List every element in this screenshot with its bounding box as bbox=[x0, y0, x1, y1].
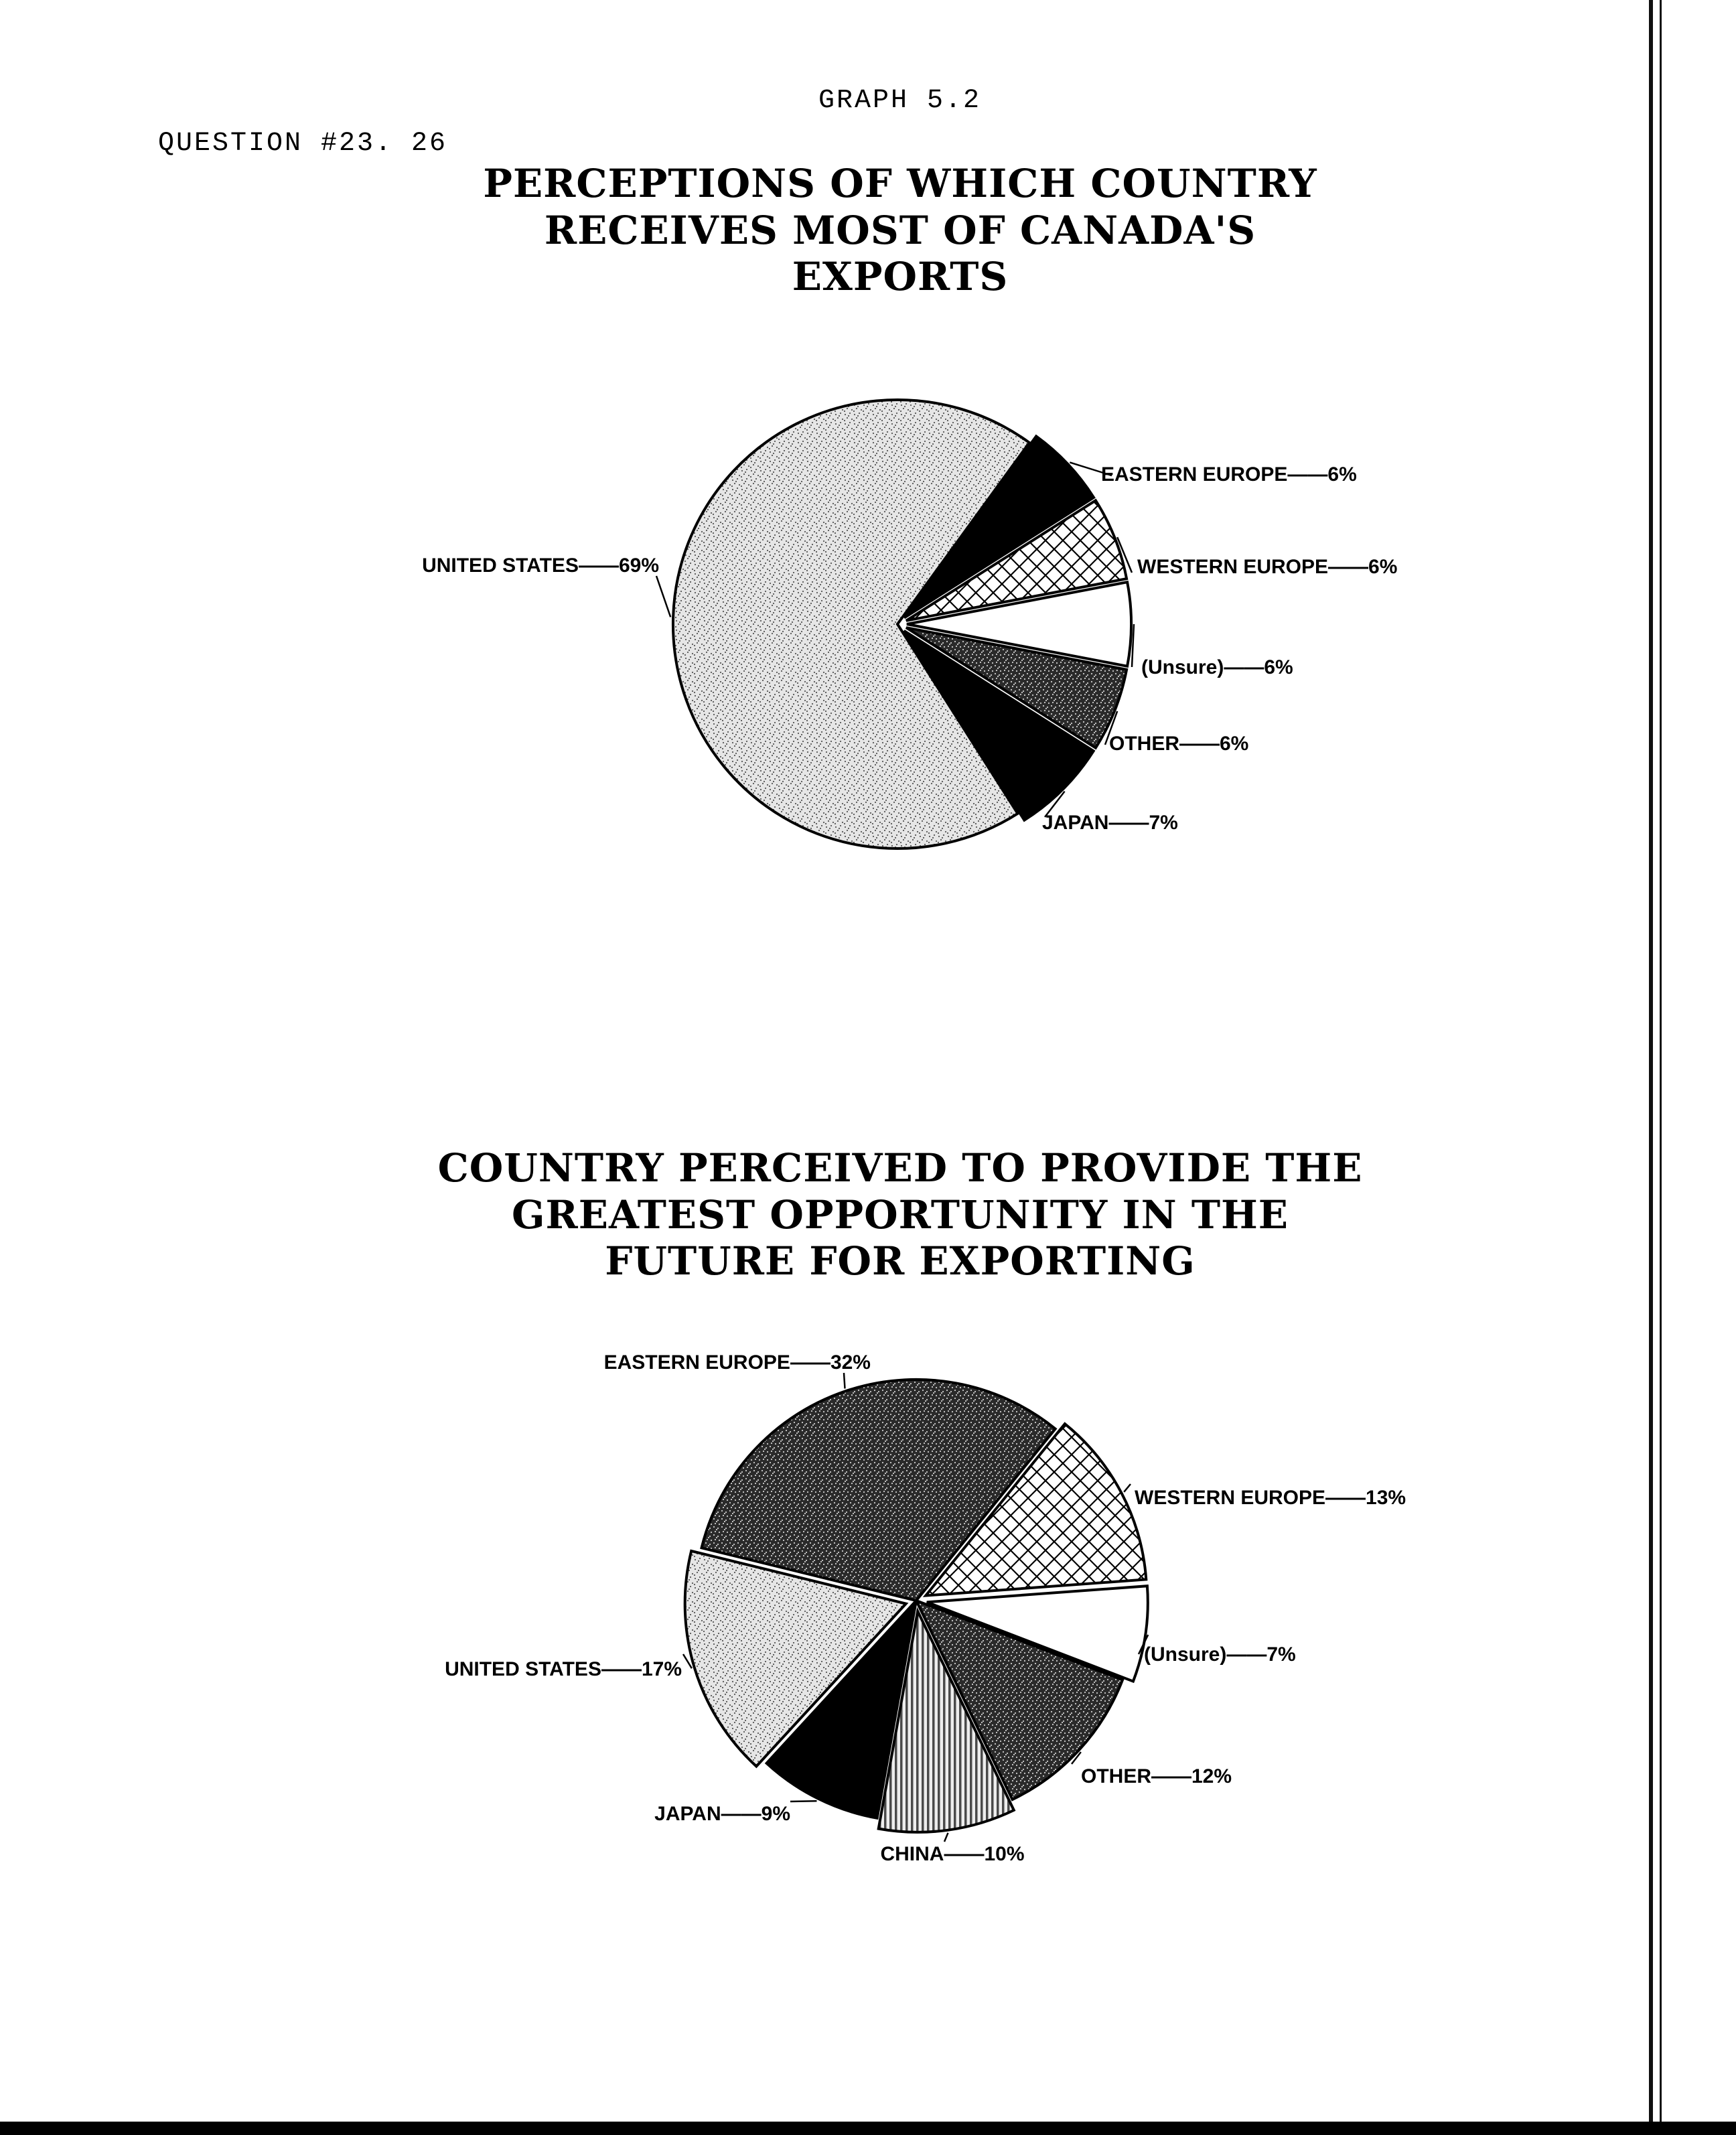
bottom-edge-bar bbox=[0, 2122, 1736, 2135]
leader-line-united-states bbox=[656, 576, 670, 617]
chart-2-title-line-2: GREATEST OPPORTUNITY IN THE bbox=[512, 1191, 1289, 1238]
right-margin-rule-inner bbox=[1660, 0, 1662, 2135]
slice-label-china: CHINA——10% bbox=[880, 1843, 1025, 1865]
chart-1-pie bbox=[375, 375, 1447, 884]
slice-label-unsure: (Unsure)——6% bbox=[1141, 656, 1293, 678]
chart-1-title-line-2: RECEIVES MOST OF CANADA'S EXPORTS bbox=[544, 207, 1256, 300]
leader-line-eastern-europe bbox=[844, 1373, 845, 1388]
slice-label-other: OTHER——12% bbox=[1081, 1765, 1232, 1787]
slice-label-japan: JAPAN——7% bbox=[1042, 812, 1178, 834]
slice-label-united-states: UNITED STATES——17% bbox=[445, 1658, 682, 1680]
graph-number-label: GRAPH 5.2 bbox=[818, 86, 982, 116]
leader-line-china bbox=[944, 1833, 948, 1842]
leader-line-western-europe bbox=[1124, 1484, 1131, 1492]
chart-2-pie bbox=[375, 1333, 1447, 1895]
slice-label-eastern-europe: EASTERN EUROPE——32% bbox=[603, 1351, 871, 1374]
slice-label-united-states: UNITED STATES——69% bbox=[422, 555, 659, 577]
chart-2-title-line-1: COUNTRY PERCEIVED TO PROVIDE THE bbox=[437, 1145, 1363, 1191]
right-margin-rule bbox=[1649, 0, 1653, 2135]
chart-2-title-line-3: FUTURE FOR EXPORTING bbox=[605, 1238, 1196, 1284]
chart-1-title-line-1: PERCEPTIONS OF WHICH COUNTRY bbox=[483, 161, 1317, 206]
slice-label-western-europe: WESTERN EUROPE——6% bbox=[1137, 556, 1398, 578]
slice-label-eastern-europe: EASTERN EUROPE——6% bbox=[1101, 463, 1357, 486]
question-number-label: QUESTION #23. 26 bbox=[158, 129, 448, 159]
slice-label-unsure: (Unsure)——7% bbox=[1144, 1643, 1296, 1666]
chart-2-title bbox=[431, 1145, 1369, 1285]
slice-label-other: OTHER——6% bbox=[1109, 733, 1249, 755]
chart-1-title bbox=[431, 161, 1369, 301]
slice-label-western-europe: WESTERN EUROPE——13% bbox=[1135, 1487, 1406, 1509]
slice-label-japan: JAPAN——9% bbox=[654, 1803, 790, 1825]
